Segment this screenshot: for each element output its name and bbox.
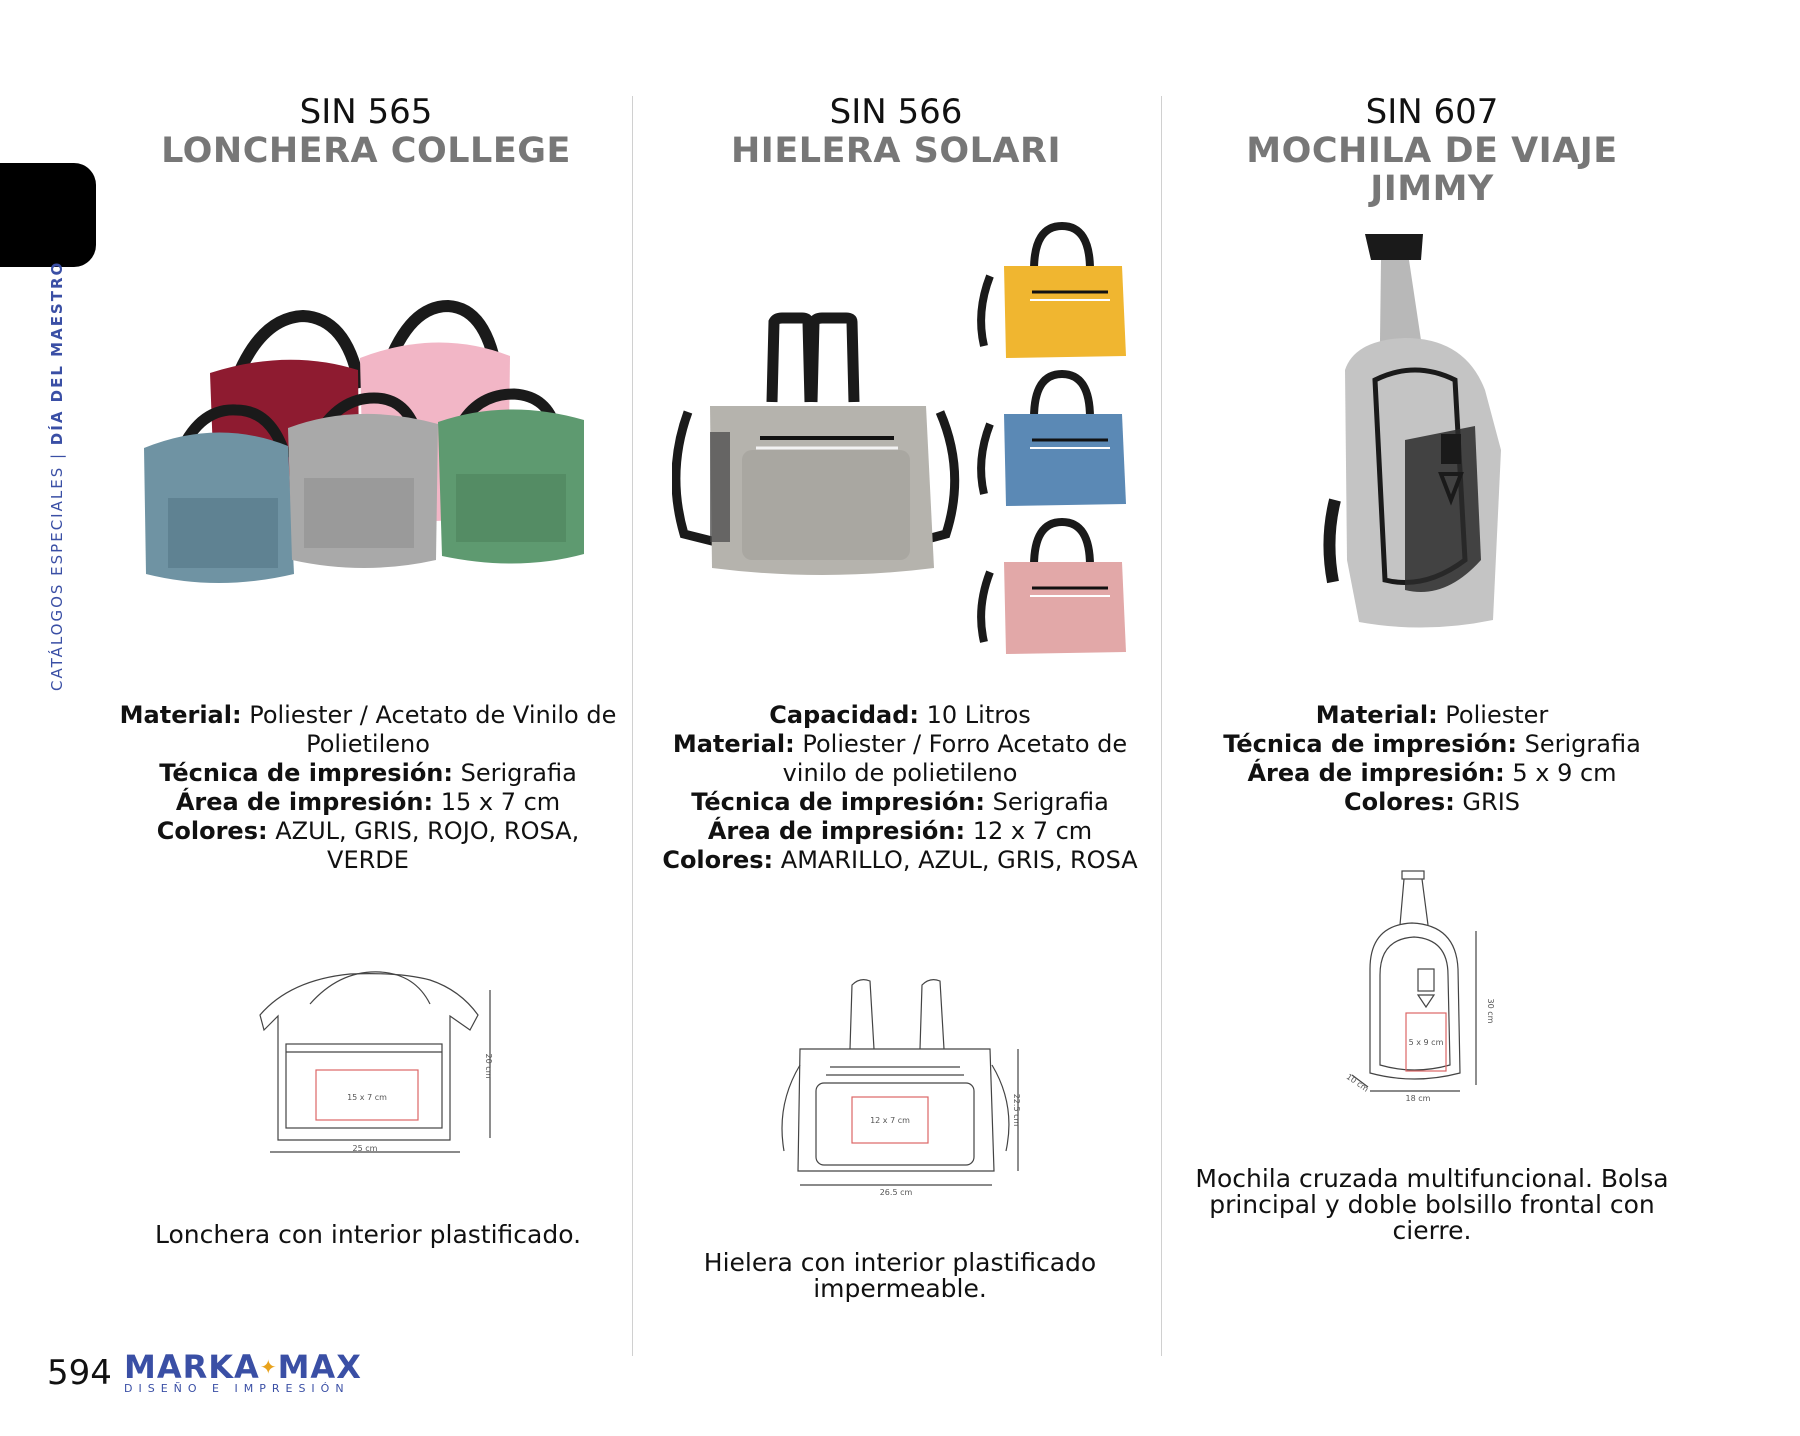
spec-line: Técnica de impresión: Serigrafia <box>1223 730 1641 758</box>
catalog-section-label <box>48 261 66 691</box>
section-tab <box>0 163 96 267</box>
spec-line: Material: Poliester / Forro Acetato de vinilo de polietileno <box>672 730 1128 787</box>
column-divider <box>1161 96 1162 1356</box>
specs-sin566 <box>645 701 1155 875</box>
sling-backpack-gray <box>1329 234 1501 628</box>
technical-drawing-mochila <box>1340 865 1510 1105</box>
technical-drawing-lonchera <box>250 960 510 1170</box>
height-label: 22.5 cm <box>1012 1093 1021 1127</box>
spec-line: Técnica de impresión: Serigrafia <box>691 788 1109 816</box>
spec-line: Colores: AMARILLO, AZUL, GRIS, ROSA <box>662 846 1138 874</box>
cooler-bag-blue <box>981 374 1126 506</box>
product-name-line2: JIMMY <box>1370 169 1494 209</box>
product-header-sin607 <box>1172 92 1692 208</box>
width-label: 26.5 cm <box>879 1188 913 1197</box>
catalog-label-bold: DÍA DEL MAESTRO <box>48 260 66 446</box>
brand-tagline: DISEÑO E IMPRESIÓN <box>124 1382 350 1395</box>
cooler-bag-yellow <box>981 226 1126 358</box>
spec-line: Material: Poliester / Acetato de Vinilo de Polietileno <box>119 701 617 758</box>
spec-line: Colores: AZUL, GRIS, ROJO, ROSA, VERDE <box>156 817 580 874</box>
spec-line: Área de impresión: 15 x 7 cm <box>175 788 561 816</box>
width-label: 18 cm <box>1405 1094 1431 1103</box>
catalog-label-light: CATÁLOGOS ESPECIALES | <box>48 445 66 691</box>
print-area-label: 15 x 7 cm <box>347 1093 387 1102</box>
column-divider <box>632 96 633 1356</box>
product-name-line1: MOCHILA DE VIAJE <box>1246 131 1618 171</box>
specs-sin607 <box>1172 701 1692 817</box>
product-code: SIN 565 <box>299 92 433 132</box>
specs-sin565 <box>118 701 618 875</box>
height-label: 30 cm <box>1486 998 1495 1024</box>
spec-line: Material: Poliester <box>1315 701 1549 729</box>
product-header-sin566 <box>636 92 1156 170</box>
star-icon: ✦ <box>259 1355 278 1379</box>
spec-line: Capacidad: 10 Litros <box>769 701 1031 729</box>
spec-line: Área de impresión: 12 x 7 cm <box>707 817 1093 845</box>
spec-line: Colores: GRIS <box>1343 788 1521 816</box>
product-code: SIN 607 <box>1365 92 1499 132</box>
spec-line: Técnica de impresión: Serigrafia <box>159 759 577 787</box>
cooler-bag-pink <box>981 522 1126 654</box>
product-name: HIELERA SOLARI <box>731 131 1061 171</box>
page-number: 594 <box>47 1353 112 1393</box>
product-photo-lonchera <box>138 298 598 598</box>
technical-drawing-hielera <box>770 975 1030 1205</box>
product-header-sin565 <box>106 92 626 170</box>
description-sin565: Lonchera con interior plastificado. <box>154 1220 582 1249</box>
lunchbag-blue <box>144 410 294 583</box>
height-label: 20 cm <box>484 1053 493 1079</box>
print-area-label: 12 x 7 cm <box>870 1116 910 1125</box>
width-label: 25 cm <box>352 1144 378 1153</box>
description-sin607: Mochila cruzada multifuncional. Bolsa principal y doble bolsillo frontal con cierre. <box>1195 1164 1669 1245</box>
print-area-label: 5 x 9 cm <box>1408 1038 1444 1047</box>
product-photo-mochila <box>1305 230 1525 640</box>
cooler-bag-gray <box>676 318 955 575</box>
product-photo-hielera <box>672 222 1132 662</box>
brand-logo: MARKA✦MAX DISEÑO E IMPRESIÓN <box>124 1348 362 1395</box>
lunchbag-green <box>438 394 584 564</box>
depth-label: 10 cm <box>1344 1072 1371 1094</box>
lunchbag-gray <box>288 398 438 568</box>
product-name: LONCHERA COLLEGE <box>161 131 571 171</box>
spec-line: Área de impresión: 5 x 9 cm <box>1247 759 1617 787</box>
description-sin566: Hielera con interior plastificado impermeable. <box>703 1248 1097 1303</box>
product-code: SIN 566 <box>829 92 963 132</box>
